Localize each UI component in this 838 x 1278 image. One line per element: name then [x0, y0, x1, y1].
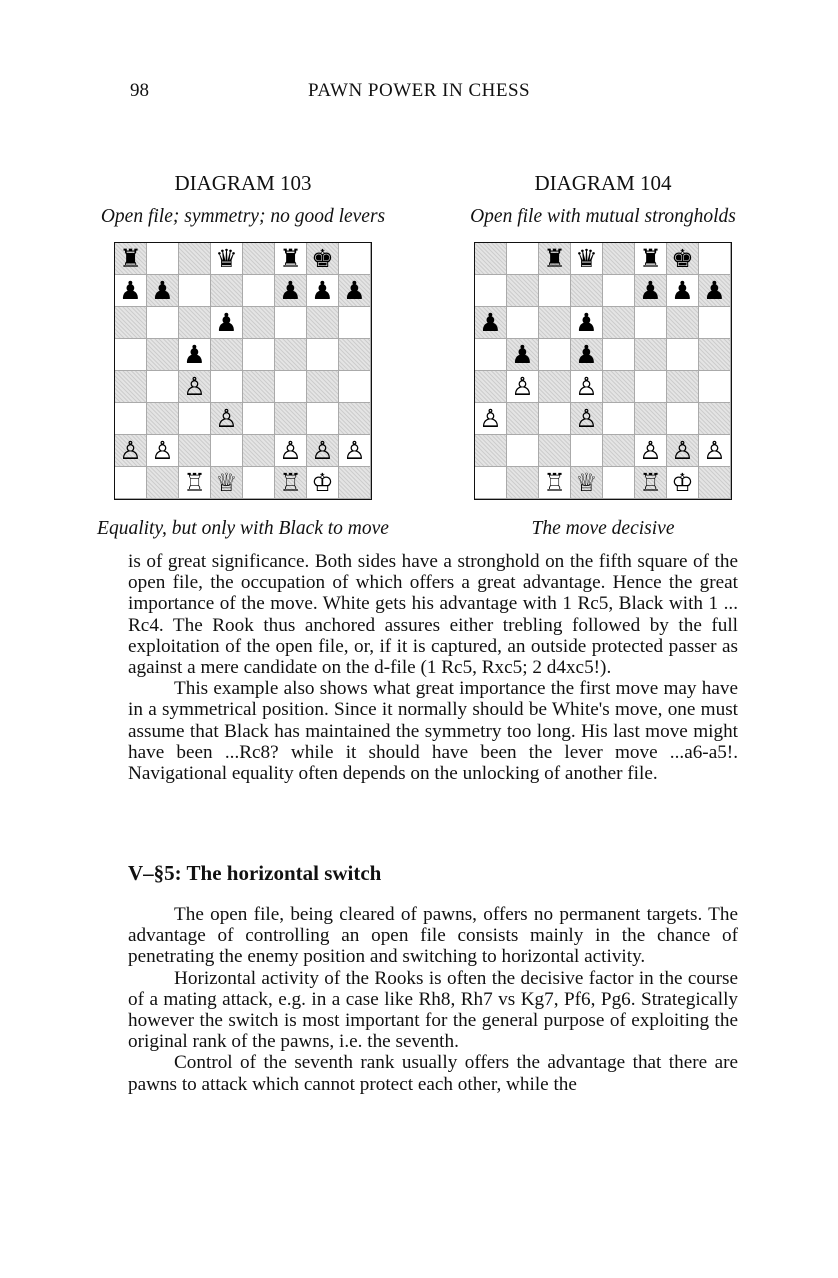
board-square: [179, 275, 211, 307]
board-square: [179, 307, 211, 339]
page-number: 98: [130, 80, 149, 101]
board-square: [211, 275, 243, 307]
board-square: [699, 339, 731, 371]
white-pawn-icon: ♙: [115, 435, 147, 467]
board-square: [275, 371, 307, 403]
white-pawn-icon: ♙: [507, 371, 539, 403]
black-pawn-icon: ♟: [179, 339, 211, 371]
board-square: [275, 339, 307, 371]
white-king-icon: ♔: [667, 467, 699, 499]
board-square: [539, 275, 571, 307]
board-square: [667, 339, 699, 371]
board-square: [603, 371, 635, 403]
paragraph: Control of the seventh rank usually offers the advantage that there are pawns to attack which cannot protect each other, while the: [128, 1052, 738, 1095]
black-pawn-icon: ♟: [571, 339, 603, 371]
white-pawn-icon: ♙: [147, 435, 179, 467]
board-square: [211, 435, 243, 467]
board-square: [115, 307, 147, 339]
board-square: [243, 403, 275, 435]
diagram-104: [423, 170, 783, 540]
board-square: [475, 371, 507, 403]
black-pawn-icon: ♟: [211, 307, 243, 339]
board-square: [339, 467, 371, 499]
board-square: [603, 339, 635, 371]
board-square: [307, 371, 339, 403]
board-square: [339, 403, 371, 435]
white-pawn-icon: ♙: [635, 435, 667, 467]
body-text-bottom: [128, 904, 738, 1095]
page-header: [0, 80, 838, 106]
black-pawn-icon: ♟: [147, 275, 179, 307]
board-square: [115, 371, 147, 403]
white-queen-icon: ♕: [211, 467, 243, 499]
white-pawn-icon: ♙: [211, 403, 243, 435]
board-square: [147, 307, 179, 339]
board-square: [507, 243, 539, 275]
black-pawn-icon: ♟: [475, 307, 507, 339]
board-square: [307, 307, 339, 339]
black-queen-icon: ♛: [571, 243, 603, 275]
board-square: [179, 243, 211, 275]
board-square: [539, 371, 571, 403]
black-rook-icon: ♜: [115, 243, 147, 275]
board-square: [115, 467, 147, 499]
white-rook-icon: ♖: [635, 467, 667, 499]
board-square: [147, 371, 179, 403]
paragraph: Horizontal activity of the Rooks is often the decisive factor in the course of a mating attack, e.g. in a case like Rh8, Rh7 vs Kg7, Pf6, Pg6. Strategically however the switch is most important for the general purpose of exploiting the original rank of the pawns, i.e. the seventh.: [128, 967, 738, 1053]
diagram-caption: Equality, but only with Black to move: [97, 518, 389, 539]
diagram-subtitle: Open file with mutual strongholds: [470, 206, 736, 227]
board-square: [475, 467, 507, 499]
board-square: [699, 403, 731, 435]
diagram-subtitle: Open file; symmetry; no good levers: [100, 206, 386, 227]
board-square: [307, 339, 339, 371]
board-square: [179, 403, 211, 435]
board-square: [243, 339, 275, 371]
board-square: [339, 339, 371, 371]
body-text-top: [128, 551, 738, 784]
board-square: [475, 339, 507, 371]
board-square: [539, 339, 571, 371]
board-square: [475, 243, 507, 275]
black-queen-icon: ♛: [211, 243, 243, 275]
board-square: [179, 435, 211, 467]
board-square: [211, 339, 243, 371]
white-pawn-icon: ♙: [339, 435, 371, 467]
white-rook-icon: ♖: [275, 467, 307, 499]
board-square: [699, 243, 731, 275]
board-square: [147, 467, 179, 499]
black-rook-icon: ♜: [539, 243, 571, 275]
board-square: [699, 371, 731, 403]
board-square: [307, 403, 339, 435]
black-pawn-icon: ♟: [571, 307, 603, 339]
board-square: [635, 371, 667, 403]
board-square: [211, 371, 243, 403]
board-square: [147, 403, 179, 435]
diagram-title: DIAGRAM 103: [174, 171, 312, 195]
board-square: [243, 467, 275, 499]
board-square: [635, 339, 667, 371]
board-square: [603, 307, 635, 339]
black-pawn-icon: ♟: [115, 275, 147, 307]
board-square: [507, 403, 539, 435]
paragraph: is of great significance. Both sides have a stronghold on the fifth square of the open file, the occupation of which offers a great advantage. Hence the great importance of the move. White gets his advantage with 1 Rc5, Black with 1 ... Rc4. The Rook thus anchored assures either trebling followed by the full exploitation of the open file, or, if it is captured, an outside protected passer as against a mere candidate on the d-file (1 Rc5, Rxc5; 2 d4xc5!).: [128, 551, 738, 679]
black-pawn-icon: ♟: [307, 275, 339, 307]
section-heading: V–§5: The horizontal switch: [128, 861, 382, 885]
board-square: [539, 403, 571, 435]
board-square: [699, 307, 731, 339]
black-pawn-icon: ♟: [699, 275, 731, 307]
black-pawn-icon: ♟: [275, 275, 307, 307]
black-pawn-icon: ♟: [667, 275, 699, 307]
board-square: [539, 307, 571, 339]
black-king-icon: ♚: [307, 243, 339, 275]
board-square: [339, 307, 371, 339]
white-pawn-icon: ♙: [475, 403, 507, 435]
board-square: [339, 371, 371, 403]
board-square: [507, 467, 539, 499]
board-square: [699, 467, 731, 499]
paragraph: The open file, being cleared of pawns, offers no permanent targets. The advantage of controlling an open file consists mainly in the chance of penetrating the enemy position and switching to horizontal activity.: [128, 904, 738, 968]
board-square: [603, 467, 635, 499]
board-square: [275, 307, 307, 339]
white-pawn-icon: ♙: [307, 435, 339, 467]
board-square: [243, 435, 275, 467]
board-square: [243, 371, 275, 403]
black-pawn-icon: ♟: [635, 275, 667, 307]
white-king-icon: ♔: [307, 467, 339, 499]
board-square: [603, 275, 635, 307]
board-square: [475, 275, 507, 307]
chess-board: [474, 242, 732, 500]
board-square: [475, 435, 507, 467]
board-square: [507, 435, 539, 467]
board-square: [667, 307, 699, 339]
diagram-caption: The move decisive: [531, 518, 675, 539]
black-rook-icon: ♜: [275, 243, 307, 275]
white-pawn-icon: ♙: [275, 435, 307, 467]
board-square: [635, 307, 667, 339]
board-square: [539, 435, 571, 467]
diagram-103: [63, 170, 423, 540]
white-pawn-icon: ♙: [667, 435, 699, 467]
board-square: [507, 275, 539, 307]
white-pawn-icon: ♙: [571, 371, 603, 403]
board-square: [275, 403, 307, 435]
chess-board: [114, 242, 372, 500]
board-square: [243, 307, 275, 339]
white-pawn-icon: ♙: [179, 371, 211, 403]
white-pawn-icon: ♙: [571, 403, 603, 435]
board-square: [603, 403, 635, 435]
board-square: [147, 243, 179, 275]
board-square: [667, 371, 699, 403]
black-pawn-icon: ♟: [339, 275, 371, 307]
board-square: [339, 243, 371, 275]
board-square: [603, 243, 635, 275]
white-rook-icon: ♖: [179, 467, 211, 499]
board-square: [667, 403, 699, 435]
black-rook-icon: ♜: [635, 243, 667, 275]
white-rook-icon: ♖: [539, 467, 571, 499]
white-pawn-icon: ♙: [699, 435, 731, 467]
board-square: [243, 275, 275, 307]
board-square: [115, 403, 147, 435]
board-square: [635, 403, 667, 435]
white-queen-icon: ♕: [571, 467, 603, 499]
board-square: [147, 339, 179, 371]
board-square: [243, 243, 275, 275]
black-king-icon: ♚: [667, 243, 699, 275]
paragraph: This example also shows what great importance the first move may have in a symmetrical position. Since it normally should be White's move, one must assume that Black has maintained the symmetry too long. His last move might have been ...Rc8? while it should have been the lever move ...a6-a5!. Navigational equality often depends on the unlocking of another file.: [128, 678, 738, 785]
running-title: PAWN POWER IN CHESS: [308, 80, 531, 101]
board-square: [115, 339, 147, 371]
board-square: [571, 275, 603, 307]
board-square: [603, 435, 635, 467]
diagram-title: DIAGRAM 104: [534, 171, 672, 195]
black-pawn-icon: ♟: [507, 339, 539, 371]
board-square: [571, 435, 603, 467]
board-square: [507, 307, 539, 339]
